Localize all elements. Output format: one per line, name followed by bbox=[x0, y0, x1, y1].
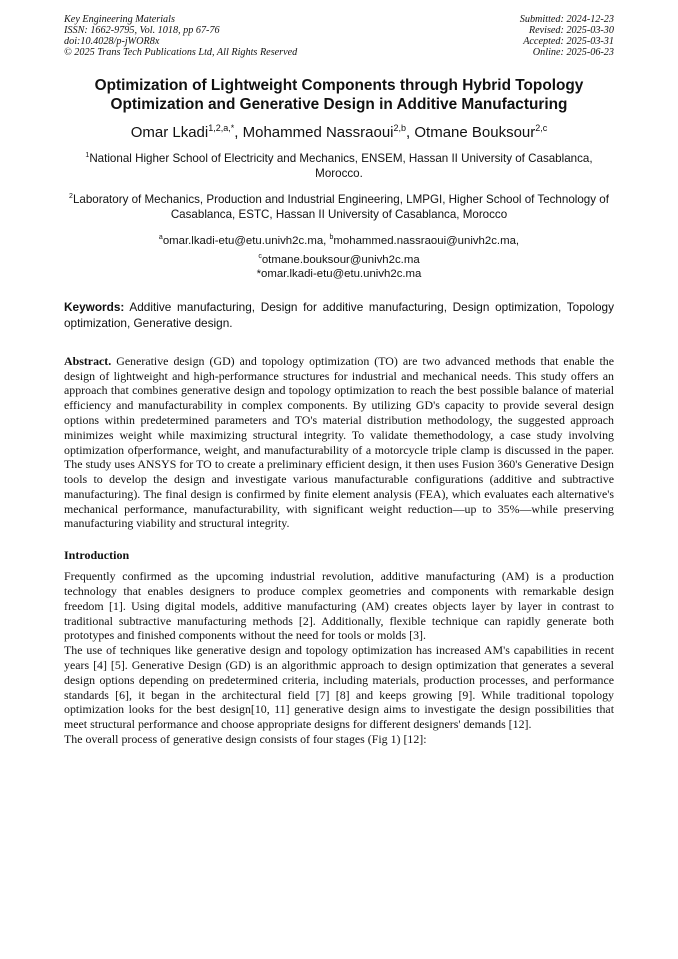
introduction-paragraph-1: Frequently confirmed as the upcoming industrial revolution, additive manufacturing (AM) is a production technology that enables designers to produce complex geometries and components with remarkable design freedom [1]. Using digital models, additive manufacturing (AM) creates objects layer by layer in contrast to traditional subtractive manufacturing methods [2]. Additionally, flexible technique can rapidly generate both prototypes and finished components without the need for tools or molds [3]. bbox=[64, 569, 614, 643]
author-name: Omar Lkadi bbox=[130, 124, 209, 141]
journal-copyright: © 2025 Trans Tech Publications Ltd, All Rights Reserved bbox=[64, 47, 298, 58]
affiliation-text: National Higher School of Electricity and Mechanics, ENSEM, Hassan II University of Casablanca, Morocco. bbox=[89, 151, 593, 180]
affiliation-1 bbox=[64, 148, 614, 181]
affiliation-text: Laboratory of Mechanics, Production and Industrial Engineering, LMPGI, Higher School of Technology of Casablanca, ESTC, Hassan II University of Casablanca, Morocco bbox=[72, 192, 609, 221]
date-online: Online: 2025-06-23 bbox=[532, 47, 614, 58]
abstract-label: Abstract. bbox=[64, 353, 112, 368]
email-line-1 bbox=[64, 230, 614, 249]
email-mark: c bbox=[258, 252, 262, 260]
paper-page bbox=[64, 14, 614, 747]
author-separator: , bbox=[406, 124, 415, 141]
author-list bbox=[64, 118, 614, 143]
introduction-paragraph-2: The use of techniques like generative design and topology optimization has increased AM's capabilities in recent years [4] [5]. Generative Design (GD) is an algorithmic approach to design optimization that generates a several design options depending on predetermined criteria, including materials, production processes, and performance standards [6], it began in the architectural field [7] [8] and keeps growing [9]. While traditional topology optimization looks for the best design[10, 11] generative design aims to investigate the design possibilities that meet structural performance and choose appropriate designs for different designers' demands [12]. bbox=[64, 643, 614, 732]
date-revised: Revised: 2025-03-30 bbox=[528, 25, 614, 36]
introduction-paragraph-3: The overall process of generative design consists of four stages (Fig 1) [12]: bbox=[64, 732, 427, 747]
keywords bbox=[64, 300, 614, 330]
journal-name: Key Engineering Materials bbox=[64, 14, 175, 25]
journal-header bbox=[64, 14, 614, 58]
author-name: Otmane Bouksour bbox=[414, 124, 536, 141]
author-superscript: 2,c bbox=[535, 123, 548, 133]
email-c[interactable]: otmane.bouksour@univh2c.ma bbox=[261, 253, 420, 266]
affiliation-mark: 2 bbox=[69, 192, 73, 200]
author-separator: , bbox=[234, 124, 243, 141]
title-line-2: Optimization and Generative Design in Additive Manufacturing bbox=[110, 96, 568, 113]
date-submitted: Submitted: 2024-12-23 bbox=[519, 14, 614, 25]
email-line-2 bbox=[64, 249, 614, 268]
abstract bbox=[64, 354, 614, 532]
author-superscript: 2,b bbox=[393, 123, 407, 133]
email-a[interactable]: omar.lkadi-etu@etu.univh2c.ma, bbox=[162, 234, 330, 247]
title-line-1: Optimization of Lightweight Components through Hybrid Topology bbox=[94, 77, 584, 94]
email-mark: b bbox=[329, 233, 334, 241]
paper-title bbox=[64, 76, 614, 114]
email-corresponding[interactable]: *omar.lkadi-etu@etu.univh2c.ma bbox=[256, 268, 422, 281]
email-mark: a bbox=[158, 233, 163, 241]
date-accepted: Accepted: 2025-03-31 bbox=[523, 36, 614, 47]
journal-info bbox=[64, 14, 297, 58]
journal-doi[interactable]: doi:10.4028/p-jWOR8x bbox=[64, 36, 160, 47]
keywords-text: Additive manufacturing, Design for additive manufacturing, Design optimization, Topology optimization, Generative design. bbox=[64, 300, 614, 330]
affiliation-2 bbox=[64, 189, 614, 222]
author-emails bbox=[64, 230, 614, 283]
keywords-label: Keywords: bbox=[64, 300, 125, 315]
introduction-heading: Introduction bbox=[64, 548, 130, 563]
author-superscript: 1,2,a,* bbox=[208, 123, 235, 133]
abstract-text: Generative design (GD) and topology optimization (TO) are two advanced methods that enable the design of lightweight and high-performance structures for industrial and mechanical needs. This study offers an approach that combines generative design and topology optimization to reach the best possible balance of material efficiency and manufacturability in complex components. By utilizing GD's capacity to provide several design options within predetermined parameters and TO's material distribution methodology, the suggested approach minimizes weight while maximizing structural integrity. To validate themethodology, a case study involving optimization ofperformance, weight, and manufacturability of a motorcycle triple clamp is discussed in the paper. The study uses ANSYS for TO to create a preliminary efficient design, it then uses Fusion 360's Generative Design tools to develop the design and investigate various manufacturable configurations (additive and subtractive manufacturing). The final design is confirmed by finite element analysis (FEA), which evaluates each alternative's mechanical performance, manufacturability, with significant weight reduction—up to 35%—while preserving manufacturing viability and structural integrity. bbox=[64, 353, 614, 531]
email-b[interactable]: mohammed.nassraoui@univh2c.ma, bbox=[333, 234, 520, 247]
author-name: Mohammed Nassraoui bbox=[242, 124, 394, 141]
affiliation-mark: 1 bbox=[85, 152, 90, 159]
publication-dates bbox=[520, 14, 614, 58]
journal-issn: ISSN: 1662-9795, Vol. 1018, pp 67-76 bbox=[64, 25, 220, 36]
